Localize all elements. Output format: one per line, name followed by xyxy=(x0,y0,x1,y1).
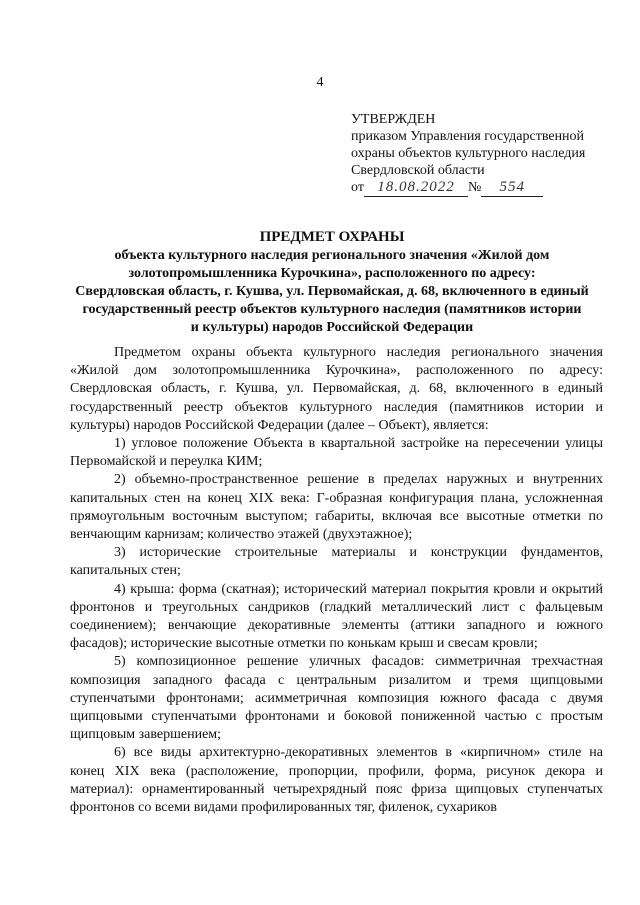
page-number: 4 xyxy=(316,75,324,90)
body-paragraph-item-5: 5) композиционное решение уличных фасадов: симметричная трехчастная композиция западного фасада с центральным ризалитом и тремя щипцовыми ступенчатыми фронтонами; асимметричная композиция южного фасада с двумя щипцовыми ступенчатыми фронтонами и боковой пониженной частью с простым щипцовым завершением; xyxy=(70,654,603,743)
body-paragraph-item-6: 6) все виды архитектурно-декоративных элементов в «кирпичном» стиле на конец XIX века (расположение, пропорции, профили, форма, рисунок декора и материал): орнаментированный четырехрядный пояс фриза щипцовых ступенчатых фронтонов со всеми видами профилированных тяг, филенок, сухариков xyxy=(70,745,603,816)
subtitle-line: и культуры) народов Российской Федерации xyxy=(190,320,474,335)
body-paragraph-intro: Предметом охраны объекта культурного наследия регионального значения «Жилой дом золотопромышленника Курочкина», расположенного по адресу: Свердловская область, г. Кушва, ул. Первомайская, д. 68, включенного в единый государственный реестр объектов культурного наследия (памятников истории и культуры) народов Российской Федерации (далее – Объект), является: xyxy=(70,345,603,433)
subtitle-line: объекта культурного наследия регионального значения «Жилой дом xyxy=(114,248,550,263)
approval-line: приказом Управления государственной xyxy=(351,129,585,144)
approval-date-number-line xyxy=(351,179,621,197)
body-paragraph-item-4: 4) крыша: форма (скатная); исторический материал покрытия кровли и окрытий фронтонов и треугольных сандриков (гладкий металлический лист с фальцевым соединением); венчающие декоративные элементы (аттики западного и южного фасадов); исторические высотные отметки по конькам крыш и свесам кровли; xyxy=(70,581,603,652)
subtitle-line: государственный реестр объектов культурного наследия (памятников истории xyxy=(82,302,582,317)
approval-line: Свердловской области xyxy=(351,163,485,178)
body-paragraph-item-2: 2) объемно-пространственное решение в пределах наружных и внутренних капитальных стен на конец XIX века: Г-образная конфигурация плана, усложненная прямоугольным восточным выступом; габариты, включая все высотные отметки по венчающим карнизам; количество этажей (двухэтажное); xyxy=(70,472,603,543)
subtitle-line: золотопромышленника Курочкина», расположенного по адресу: xyxy=(128,266,536,281)
date-prefix: от xyxy=(351,180,364,195)
document-title-block xyxy=(52,228,612,337)
approval-heading: УТВЕРЖДЕН xyxy=(351,112,436,127)
document-body xyxy=(70,344,603,817)
handwritten-date: 18.08.2022 xyxy=(364,179,468,197)
number-prefix: № xyxy=(467,180,482,195)
document-title: ПРЕДМЕТ ОХРАНЫ xyxy=(259,229,405,245)
body-paragraph-item-3: 3) исторические строительные материалы и конструкции фундаментов, капитальных стен; xyxy=(70,545,603,579)
subtitle-line: Свердловская область, г. Кушва, ул. Первомайская, д. 68, включенного в единый xyxy=(75,284,589,299)
body-paragraph-item-1: 1) угловое положение Объекта в квартальной застройке на пересечении улицы Первомайской и переулка КИМ; xyxy=(70,436,603,470)
approval-line: охраны объектов культурного наследия xyxy=(351,146,586,161)
handwritten-number: 554 xyxy=(481,179,543,197)
approval-block xyxy=(351,111,621,197)
